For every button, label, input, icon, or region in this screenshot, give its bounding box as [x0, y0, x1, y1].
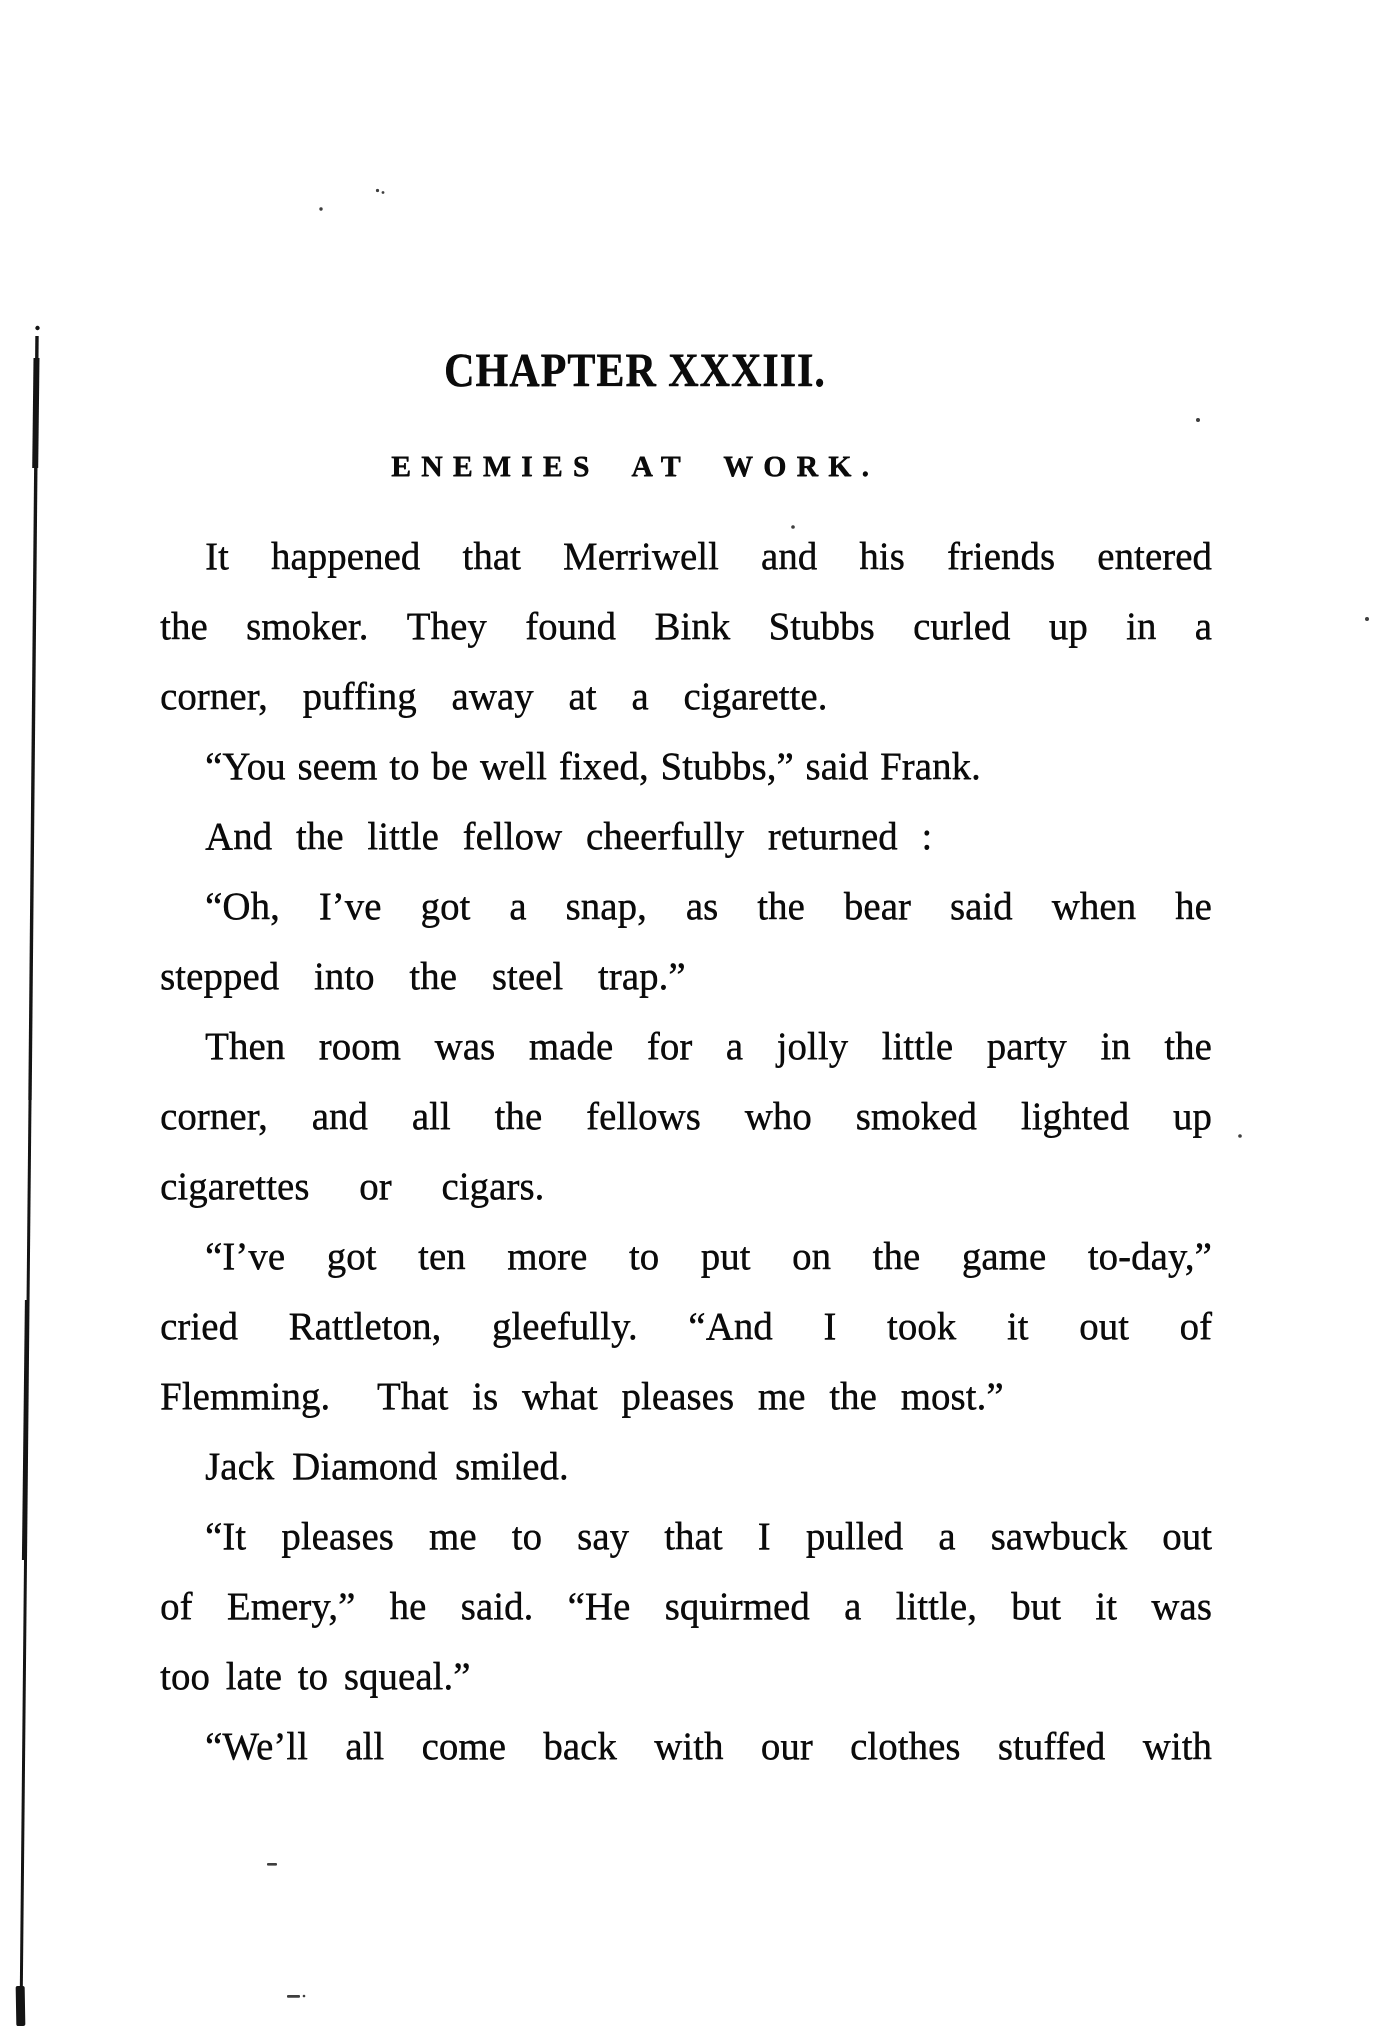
ink-speck — [382, 191, 385, 194]
text-line: the smoker. They found Bink Stubbs curled up in a — [160, 605, 1212, 648]
chapter-heading-text: CHAPTER XXXIII. — [444, 344, 826, 397]
text-line: of Emery,” he said. “He squirmed a little, but it was — [160, 1585, 1212, 1628]
chapter-heading — [109, 341, 1161, 401]
ink-speck — [267, 1863, 277, 1866]
body-text — [160, 522, 1212, 1782]
text-line: “We’ll all come back with our clothes stuffed with — [205, 1725, 1212, 1768]
text-line: corner, and all the fellows who smoked lighted up — [160, 1095, 1212, 1138]
text-line: too late to squeal.” — [160, 1655, 471, 1698]
ink-speck — [1196, 418, 1200, 422]
text-line: And the little fellow cheerfully returned : — [205, 815, 933, 858]
text-line: Flemming. That is what pleases me the most.” — [160, 1375, 1004, 1418]
text-line: Jack Diamond smiled. — [205, 1445, 569, 1488]
chapter-subtitle: ENEMIES AT WORK. — [391, 450, 879, 483]
text-line: “It pleases me to say that I pulled a sawbuck out — [205, 1515, 1212, 1558]
text-line: “You seem to be well fixed, Stubbs,” said Frank. — [205, 745, 981, 788]
ink-speck — [303, 1995, 306, 1998]
text-line: “I’ve got ten more to put on the game to-day,” — [205, 1235, 1212, 1278]
text-line: It happened that Merriwell and his friends entered — [205, 535, 1212, 578]
text-line: “Oh, I’ve got a snap, as the bear said when he — [205, 885, 1212, 928]
ink-speck — [1238, 1134, 1242, 1138]
text-line: stepped into the steel trap.” — [160, 955, 686, 998]
ink-speck — [1365, 617, 1369, 621]
text-line: cigarettes or cigars. — [160, 1165, 545, 1208]
ink-speck — [287, 1995, 300, 1998]
text-line: corner, puffing away at a cigarette. — [160, 675, 828, 718]
text-line: cried Rattleton, gleefully. “And I took it out of — [160, 1305, 1212, 1348]
text-line: Then room was made for a jolly little party in the — [205, 1025, 1212, 1068]
ink-speck — [376, 189, 379, 192]
ink-speck — [319, 207, 322, 210]
page-edge-line — [16, 326, 40, 2026]
